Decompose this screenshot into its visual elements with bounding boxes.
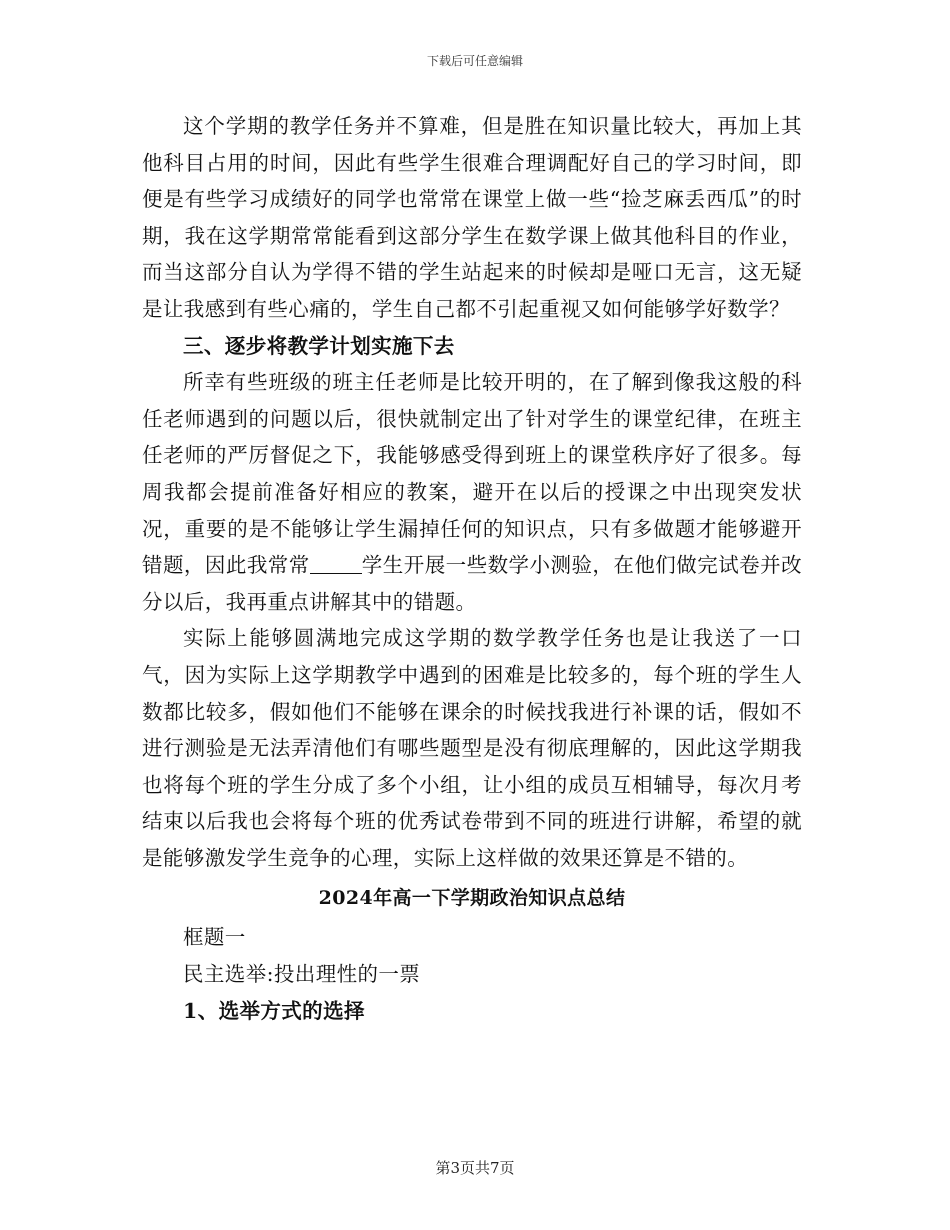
paragraph-2	[142, 364, 802, 620]
document-title: 2024年高一下学期政治知识点总结	[318, 887, 626, 910]
line-minzhu: 民主选举:投出理性的一票	[183, 961, 421, 986]
fill-blank	[310, 553, 362, 574]
page-header: 下载后可任意编辑	[426, 54, 523, 68]
line-kuangti: 框题一	[183, 925, 246, 950]
paragraph-2-part-2: 学生开展一些数学小测验，在他们做完试卷并改分以后，我再重点讲解其中的错题。	[142, 553, 803, 614]
paragraph-2-part-1: 所幸有些班级的班主任老师是比较开明的，在了解到像我这般的科任老师遇到的问题以后，很快就制定出了针对学生的课堂纪律，在班主任老师的严厉督促之下，我能够感受得到班上的课堂秩序好了很多。每周我都会提前准备好相应的教案，避开在以后的授课之中出现突发状况，重要的是不能够让学生漏掉任何的知识点，只有多做题才能够避开错题，因此我常常	[142, 370, 802, 578]
page-footer: 第3页共7页	[435, 1159, 515, 1177]
paragraph-3: 实际上能够圆满地完成这学期的数学教学任务也是让我送了一口气，因为实际上这学期教学中遇到的困难是比较多的，每个班的学生人数都比较多，假如他们不能够在课余的时候找我进行补课的话，假如不进行测验是无法弄清他们有哪些题型是没有彻底理解的，因此这学期我也将每个班的学生分成了多个小组，让小组的成员互相辅导，每次月考结束以后我也会将每个班的优秀试卷带到不同的班进行讲解，希望的就是能够激发学生竞争的心理，实际上这样做的效果还算是不错的。	[142, 626, 802, 870]
section-heading-3: 三、逐步将教学计划实施下去	[183, 333, 455, 358]
paragraph-1: 这个学期的教学任务并不算难，但是胜在知识量比较大，再加上其他科目占用的时间，因此有些学生很难合理调配好自己的学习时间，即便是有些学习成绩好的同学也常常在课堂上做一些“捡芝麻丢西瓜”的时期，我在这学期常常能看到这部分学生在数学课上做其他科目的作业，而当这部分自认为学得不错的学生站起来的时候却是哑口无言，这无疑是让我感到有些心痛的，学生自己都不引起重视又如何能够学好数学？	[142, 114, 802, 321]
subheading-1: 1、选举方式的选择	[183, 999, 365, 1024]
document-body	[142, 108, 802, 1030]
